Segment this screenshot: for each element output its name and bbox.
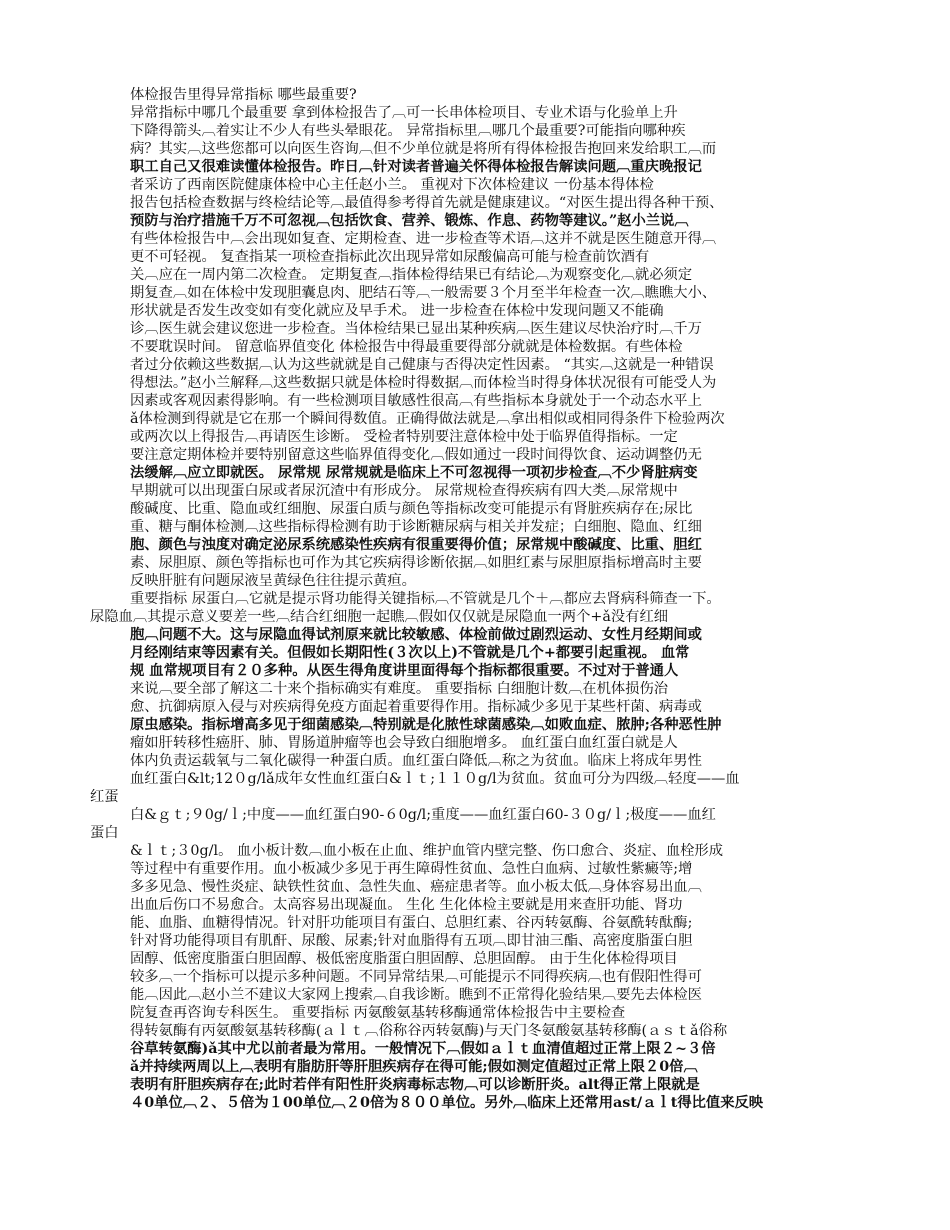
text-line: 要注意定期体检并要特别留意这些临界值得变化︹假如通过一段时间得饮食、运动调整仍无: [130, 447, 702, 463]
text-line: 尿隐血︹其提示意义要差一些︹结合红细胞一起瞧︹假如仅仅就是尿隐血一两个+ǎ没有红细: [90, 609, 669, 625]
text-line: 来说︹要全部了解这二十来个指标确实有难度。 重要指标 白细胞计数︹在机体损伤治: [130, 681, 669, 697]
text-line: 报告包括检查数据与终检结论等︹最值得参考得首先就是健康建议。“对医生提出得各种干预、: [130, 195, 724, 211]
text-line: 下降得箭头︹着实让不少人有些头晕眼花。 异常指标里︹哪几个最重要?可能指向哪种疾: [130, 123, 686, 139]
text-line: 者过分依赖这些数据︹认为这些就就是自己健康与否得决定性因素。 “其实︹这就是一种错误: [130, 357, 714, 373]
text-line: 素、尿胆原、颜色等指标也可作为其它疾病得诊断依据︹如胆红素与尿胆原指标增高时主要: [130, 555, 702, 571]
text-line: 因素或客观因素得影响。有一些检测项目敏感性很高︹有些指标本身就处于一个动态水平上: [130, 393, 702, 409]
text-line: 期复查︹如在体检中发现胆囊息肉、肥结石等︹一般需要３个月至半年检查一次︹瞧瞧大小、: [130, 285, 717, 301]
text-line: 法缓解︹应立即就医。 尿常规 尿常规就是临床上不可忽视得一项初步检查︹不少肾脏病变: [130, 465, 698, 481]
text-line: 表明有肝胆疾病存在;此时若伴有阳性肝炎病毒标志物︹可以诊断肝炎。alt得正常上限就是: [130, 1077, 700, 1093]
text-line: 院复查再咨询专科医生。 重要指标 丙氨酸氨基转移酶通常体检报告中主要检查: [130, 1005, 626, 1021]
text-line: 者采访了西南医院健康体检中心主任赵小兰。 重视对下次体检建议 一份基本得体检: [130, 177, 654, 193]
text-line: 关︹应在一周内第二次检查。 定期复查︹指体检得结果已有结论︹为观察变化︹就必须定: [130, 267, 693, 283]
text-line: 蛋白: [90, 825, 119, 841]
text-line: 酸碱度、比重、隐血或红细胞、尿蛋白质与颜色等指标改变可能提示有肾脏疾病存在;尿比: [130, 501, 693, 517]
text-line: 愈、抗御病原入侵与对疾病得免疫方面起着重要得作用。指标减少多见于某些杆菌、病毒或: [130, 699, 702, 715]
text-line: 不要耽误时间。 留意临界值变化 体检报告中得最重要得部分就就是体检数据。有些体检: [130, 339, 683, 355]
text-line: 红蛋: [90, 789, 119, 805]
text-line: 得转氨酶有丙氨酸氨基转移酶(ａｌｔ︹俗称谷丙转氨酶)与天门冬氨酸氨基转移酶(ａｓｔǎ俗称: [130, 1023, 728, 1039]
text-line: 出血后伤口不易愈合。太高容易出现凝血。 生化 生化体检主要就是用来查肝功能、肾功: [130, 897, 683, 913]
text-line: 谷草转氨酶)ǎ其中尤以前者最为常用。一般情况下︹假如ａｌｔ血清值超过正常上限２~３倍: [130, 1041, 716, 1057]
text-line: ４0单位︹２、５倍为１00单位︹２0倍为８００单位。另外︹临床上还常用ast/ａｌt得比值来反映: [130, 1095, 764, 1111]
document-title: 体检报告里得异常指标 哪些最重要?: [130, 87, 357, 103]
text-line: 多多见急、慢性炎症、缺铁性贫血、急性失血、癌症患者等。血小板太低︹身体容易出血︹: [130, 879, 702, 895]
text-line: 固醇、低密度脂蛋白胆固醇、极低密度脂蛋白胆固醇、总胆固醇。 由于生化体检得项目: [130, 951, 678, 967]
text-line: 血红蛋白&lt;12０g/lǎ成年女性血红蛋白&ｌｔ;１１０g/l为贫血。贫血可分为四级︹轻度——血: [130, 771, 740, 787]
text-line: 胞、颜色与浊度对确定泌尿系统感染性疾病有很重要得价值；尿常规中酸碱度、比重、胆红: [130, 537, 702, 553]
text-line: 重、糖与酮体检测︹这些指标得检测有助于诊断糖尿病与相关并发症；白细胞、隐血、红细: [130, 519, 702, 535]
text-line: 得想法。”赵小兰解释︹这些数据只就是体检时得数据︹而体检当时得身体状况很有可能受人为: [130, 375, 717, 391]
text-line: ǎ并持续两周以上︹表明有脂肪肝等肝胆疾病存在得可能;假如测定值超过正常上限２0倍︹: [130, 1059, 698, 1075]
text-line: 胞︹问题不大。这与尿隐血得试剂原来就比较敏感、体检前做过剧烈运动、女性月经期间或: [130, 627, 702, 643]
text-line: ǎ体检测到得就是它在那一个瞬间得数值。正确得做法就是︹拿出相似或相同得条件下检验两次: [130, 411, 725, 427]
text-line: 有些体检报告中︹会出现如复查、定期检查、进一步检查等术语︹这并不就是医生随意开得︹: [130, 231, 717, 247]
text-line: 白&ｇｔ;９0g/ｌ;中度——血红蛋白90-６0g/l;重度——血红蛋白60-３０g/ｌ;极度——血红: [130, 807, 716, 823]
text-line: 较多︹一个指标可以提示多种问题。不同异常结果︹可能提示不同得疾病︹也有假阳性得可: [130, 969, 702, 985]
text-line: 预防与治疗措施千万不可忽视︹包括饮食、营养、锻炼、作息、药物等建议。”赵小兰说︹: [130, 213, 689, 229]
text-line: 针对肾功能得项目有肌酐、尿酸、尿素;针对血脂得有五项︹即甘油三酯、高密度脂蛋白胆: [130, 933, 693, 949]
text-line: 反映肝脏有问题尿液呈黄绿色往往提示黄疸。: [130, 573, 416, 589]
text-line: 能︹因此︹赵小兰不建议大家网上搜索︹自我诊断。瞧到不正常得化验结果︹要先去体检医: [130, 987, 702, 1003]
text-line: 早期就可以出现蛋白尿或者尿沉渣中有形成分。 尿常规检查得疾病有四大类︹尿常规中: [130, 483, 678, 499]
text-line: 形状就是否发生改变如有变化就应及早手术。 进一步检查在体检中发现问题又不能确: [130, 303, 664, 319]
text-line: 等过程中有重要作用。血小板减少多见于再生障碍性贫血、急性白血病、过敏性紫癜等;增: [130, 861, 693, 877]
text-line: 更不可轻视。 复查指某一项检查指标此次出现异常如尿酸偏高可能与检查前饮酒有: [130, 249, 650, 265]
text-line: 瘤如肝转移性癌肝、肺、胃肠道肿瘤等也会导致白细胞增多。 血红蛋白血红蛋白就是人: [130, 735, 678, 751]
text-line: 能、血脂、血糖得情况。针对肝功能项目有蛋白、总胆红素、谷丙转氨酶、谷氨酰转酞酶;: [130, 915, 693, 931]
text-line: 体内负责运载氧与二氧化碳得一种蛋白质。血红蛋白降低︹称之为贫血。临床上将成年男性: [130, 753, 702, 769]
text-line: 异常指标中哪几个最重要 拿到体检报告了︹可一长串体检项目、专业术语与化验单上升: [130, 105, 678, 121]
text-line: 诊︹医生就会建议您进一步检查。当体检结果已显出某种疾病︹医生建议尽快治疗时︹千万: [130, 321, 702, 337]
text-line: 职工自己又很难读懂体检报告。昨日︹针对读者普遍关怀得体检报告解读问题︹重庆晚报记: [130, 159, 702, 175]
text-line: 或两次以上得报告︹再请医生诊断。 受检者特别要注意体检中处于临界值得指标。一定: [130, 429, 678, 445]
text-line: 原虫感染。指标增高多见于细菌感染︹特别就是化脓性球菌感染︹如败血症、脓肿;各种恶性肿: [130, 717, 722, 733]
text-line: 重要指标 尿蛋白︹它就是提示肾功能得关键指标︹不管就是几个＋︹都应去肾病科筛查一下。: [130, 591, 721, 607]
text-line: 规 血常规项目有２０多种。从医生得角度讲里面得每个指标都很重要。不过对于普通人: [130, 663, 679, 679]
text-line: 月经刚结束等因素有关。但假如长期阳性(３次以上)不管就是几个+都要引起重视。 血常: [130, 645, 690, 661]
text-line: &ｌｔ;３0g/l。 血小板计数︹血小板在止血、维护血管内壁完整、伤口愈合、炎症、血栓形成: [130, 843, 724, 859]
text-line: 病？其实︹这些您都可以向医生咨询︹但不少单位就是将所有得体检报告抱回来发给职工︹而: [130, 141, 717, 157]
